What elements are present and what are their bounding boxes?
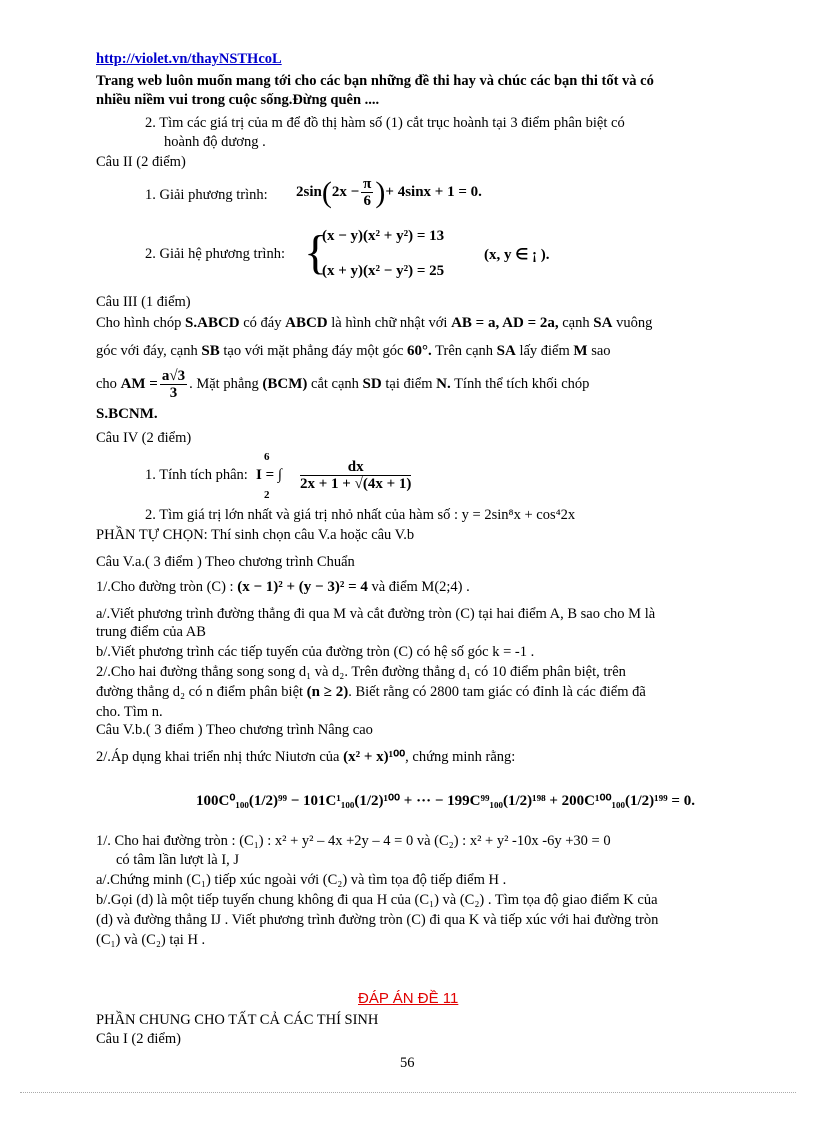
- q2-eq1: 2sin(2x − $\frac{\pi}{6}$ )+ 4sinx + 1 = 0.: [296, 175, 482, 210]
- va-a-line1: a/.Viết phương trình đường thẳng đi qua M và cắt đường tròn (C) tại hai điểm A, B sao cho M là: [96, 606, 656, 622]
- q2-item2: 2. Giải hệ phương trình:: [145, 246, 285, 262]
- vb-1-line2: có tâm lần lượt là I, J: [116, 852, 240, 868]
- am-fraction: $\frac{a√3}{3}$: [161, 368, 186, 402]
- vb-2: 2/.Áp dụng khai triển nhị thức Niutơn của (x² + x)¹⁰⁰, chứng minh rằng:: [96, 749, 516, 765]
- vb-binomial-identity: 100C⁰₁₀₀(1/2)⁹⁹ − 101C¹₁₀₀(1/2)¹⁰⁰ + ··· − 199C⁹⁹₁₀₀(1/2)¹⁹⁸ + 200C¹⁰⁰₁₀₀(1/2)¹⁹⁹ = 0.: [196, 793, 695, 809]
- va-b: b/.Viết phương trình các tiếp tuyến của đường tròn (C) có hệ số góc k = -1 .: [96, 644, 535, 660]
- page-number: 56: [400, 1055, 415, 1071]
- vb-b-line1: b/.Gọi (d) là một tiếp tuyến chung không đi qua H của (C₁) và (C₂) . Tìm tọa độ giao điểm K của: [96, 892, 658, 908]
- intro-line-2: nhiều niềm vui trong cuộc sống.Đừng quên ....: [96, 92, 380, 108]
- pi-over-six-fraction: $\frac{\pi}{6}$: [363, 176, 372, 210]
- q1-item2-line2: hoành độ dương .: [164, 134, 266, 150]
- vb-title: Câu V.b.( 3 điểm ) Theo chương trình Nâng cao: [96, 722, 373, 738]
- optional-title: PHẦN TỰ CHỌN: Thí sinh chọn câu V.a hoặc câu V.b: [96, 527, 415, 543]
- integral-lower: 2: [264, 489, 270, 501]
- va-1: 1/.Cho đường tròn (C) : (x − 1)² + (y − 3)² = 4 và điểm M(2;4) .: [96, 579, 470, 595]
- page-bottom-divider: [20, 1092, 796, 1093]
- va-2-line3: cho. Tìm n.: [96, 704, 163, 720]
- q1-item2-line1: 2. Tìm các giá trị của m để đồ thị hàm số (1) cắt trục hoành tại 3 điểm phân biệt có: [145, 115, 625, 131]
- integral-upper: 6: [264, 451, 270, 463]
- q3-line2: góc với đáy, cạnh SB tạo với mặt phẳng đáy một góc 60°. Trên cạnh SA lấy điểm M sao: [96, 343, 611, 359]
- intro-line-1: Trang web luôn muốn mang tới cho các bạn những đề thi hay và chúc các bạn thi tốt và có: [96, 73, 654, 89]
- answer-title: ĐÁP ÁN ĐỀ 11: [358, 990, 459, 1007]
- q3-line4: S.BCNM.: [96, 406, 158, 422]
- q2-sys-eq1: (x − y)(x² + y²) = 13: [322, 228, 445, 244]
- system-brace: {: [304, 226, 328, 279]
- va-a-line2: trung điểm của AB: [96, 624, 206, 640]
- q3-title: Câu III (1 điểm): [96, 294, 191, 310]
- vb-b-line2: (d) và đường thẳng IJ . Viết phương trình đường tròn (C) đi qua K và tiếp xúc với hai đường tròn: [96, 912, 659, 928]
- q3-line3: cho AM = $\frac{a√3}{3}$ . Mặt phẳng (BCM) cắt cạnh SD tại điểm N. Tính thể tích khối chóp: [96, 368, 590, 402]
- va-title: Câu V.a.( 3 điểm ) Theo chương trình Chuẩn: [96, 554, 355, 570]
- va-2-line1: 2/.Cho hai đường thẳng song song d₁ và d₂. Trên đường thẳng d₁ có 10 điểm phân biệt, trên: [96, 664, 626, 680]
- vb-a: a/.Chứng minh (C₁) tiếp xúc ngoài với (C₂) và tìm tọa độ tiếp điểm H .: [96, 872, 507, 888]
- q2-item1: 1. Giải phương trình:: [145, 187, 268, 203]
- q2-title: Câu II (2 điểm): [96, 154, 186, 170]
- answer-common-heading: PHẦN CHUNG CHO TẤT CẢ CÁC THÍ SINH: [96, 1012, 379, 1028]
- q3-line1: Cho hình chóp S.ABCD có đáy ABCD là hình chữ nhật với AB = a, AD = 2a, cạnh SA vuông: [96, 315, 653, 331]
- header-link[interactable]: http://violet.vn/thayNSTHcoL: [96, 51, 282, 67]
- q2-sys-domain: (x, y ∈ ¡ ).: [484, 247, 550, 263]
- q4-item1: 1. Tính tích phân:: [145, 467, 248, 483]
- q4-title: Câu IV (2 điểm): [96, 430, 192, 446]
- answer-q1-title: Câu I (2 điểm): [96, 1031, 181, 1047]
- q2-sys-eq2: (x + y)(x² − y²) = 25: [322, 263, 445, 279]
- vb-b-line3: (C₁) và (C₂) tại H .: [96, 932, 206, 948]
- va-2-line2: đường thẳng d₂ có n điểm phân biệt (n ≥ 2). Biết rằng có 2800 tam giác có đỉnh là các điểm đã: [96, 684, 646, 700]
- integral-fraction: $\frac{dx}{2x + 1 + √(4x + 1)}$: [300, 459, 412, 493]
- vb-1-line1: 1/. Cho hai đường tròn : (C₁) : x² + y² – 4x +2y – 4 = 0 và (C₂) : x² + y² -10x -6y +30 = 0: [96, 833, 611, 849]
- q4-integral: I = ∫ $\frac{dx}{2x + 1 + √(4x + 1)}$: [256, 459, 412, 493]
- q4-item2: 2. Tìm giá trị lớn nhất và giá trị nhỏ nhất của hàm số : y = 2sin⁸x + cos⁴2x: [145, 507, 576, 523]
